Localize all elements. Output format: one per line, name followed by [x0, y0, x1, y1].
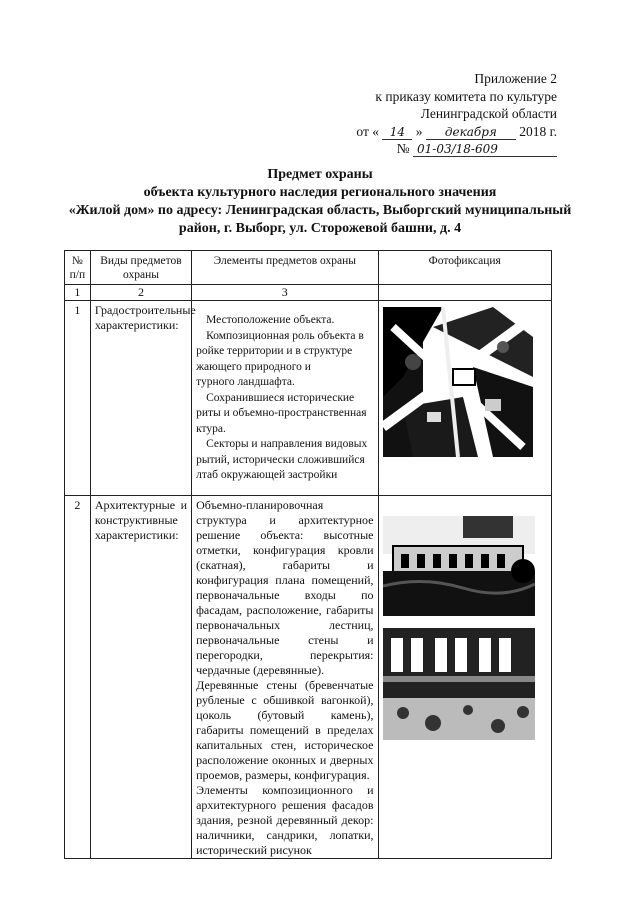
header-num: № п/п: [65, 251, 91, 285]
table-header-row: [65, 251, 552, 285]
row-elements: Местоположение объекта. Композиционная роль объекта в ройке территории и в структуре жающего природного и турного ландшафта. Сохранившиеся исторические риты и объемно-пространственная ктура. Секторы и направления видовых рытий, исторически сложившийся лтаб окружающей застройки: [192, 301, 378, 496]
title-line-4: район, г. Выборг, ул. Сторожевой башни, д. 4: [178, 221, 462, 236]
row-elements: Объемно-планировочная структура и архитектурное решение объекта: высотные отметки, конфигурация кровли (скатная), габариты и конфигурация плана помещений, первоначальные входы по фасадам, расположение, габариты первоначальных лестниц, первоначальные стены и перегородки, перекрытия: чердачные (деревянные). Деревянные стены (бревенчатые рубленые с обшивкой вагонкой), цоколь (бутовый камень), габариты помещений в пределах капитальных стен, историческое расположение оконных и дверных проемов, размеры, конфигурация. Элементы композиционного и архитектурного решения фасадов здания, резной деревянный декор: наличники, сандрики, лопатки, исторический рисунок: [192, 496, 378, 859]
row-num: 2: [65, 496, 91, 859]
appendix-header: [317, 70, 557, 158]
row-photo-cell: [378, 301, 552, 496]
row-type: Архитектурные и конструктивные характеристики:: [90, 496, 191, 859]
title-line-1: Предмет охраны: [267, 167, 373, 182]
header-elements: Элементы предметов охраны: [192, 251, 378, 285]
row-photo-cell: [378, 496, 552, 859]
aerial-map-photo: [383, 307, 533, 457]
building-facade-photo: [383, 516, 535, 616]
table-index-row: 1 2 3: [65, 285, 552, 301]
row-type: Градостроительные характеристики:: [90, 301, 191, 496]
document-title: [40, 166, 600, 238]
appendix-date: от « 14 » декабря 2018 г.: [356, 123, 557, 139]
header-photo: Фотофиксация: [378, 251, 552, 285]
window-detail-photo: [383, 628, 535, 740]
header-type: Виды предметов охраны: [90, 251, 191, 285]
table-row: [65, 496, 552, 859]
title-line-2: объекта культурного наследия регионального значения: [143, 185, 497, 200]
date-day: 14: [382, 125, 412, 140]
row-num: 1: [65, 301, 91, 496]
title-line-3: «Жилой дом» по адресу: Ленинградская область, Выборгский муниципальный: [68, 203, 572, 218]
appendix-order-ref: к приказу комитета по культуре: [375, 88, 557, 104]
appendix-region: Ленинградской области: [420, 106, 557, 121]
table-row: [65, 301, 552, 496]
protection-subject-table: [64, 250, 552, 859]
appendix-title: Приложение 2: [474, 71, 557, 86]
date-month: декабря: [426, 125, 516, 140]
appendix-number: № 01-03/18-609: [317, 140, 557, 158]
order-number: 01-03/18-609: [413, 142, 557, 157]
